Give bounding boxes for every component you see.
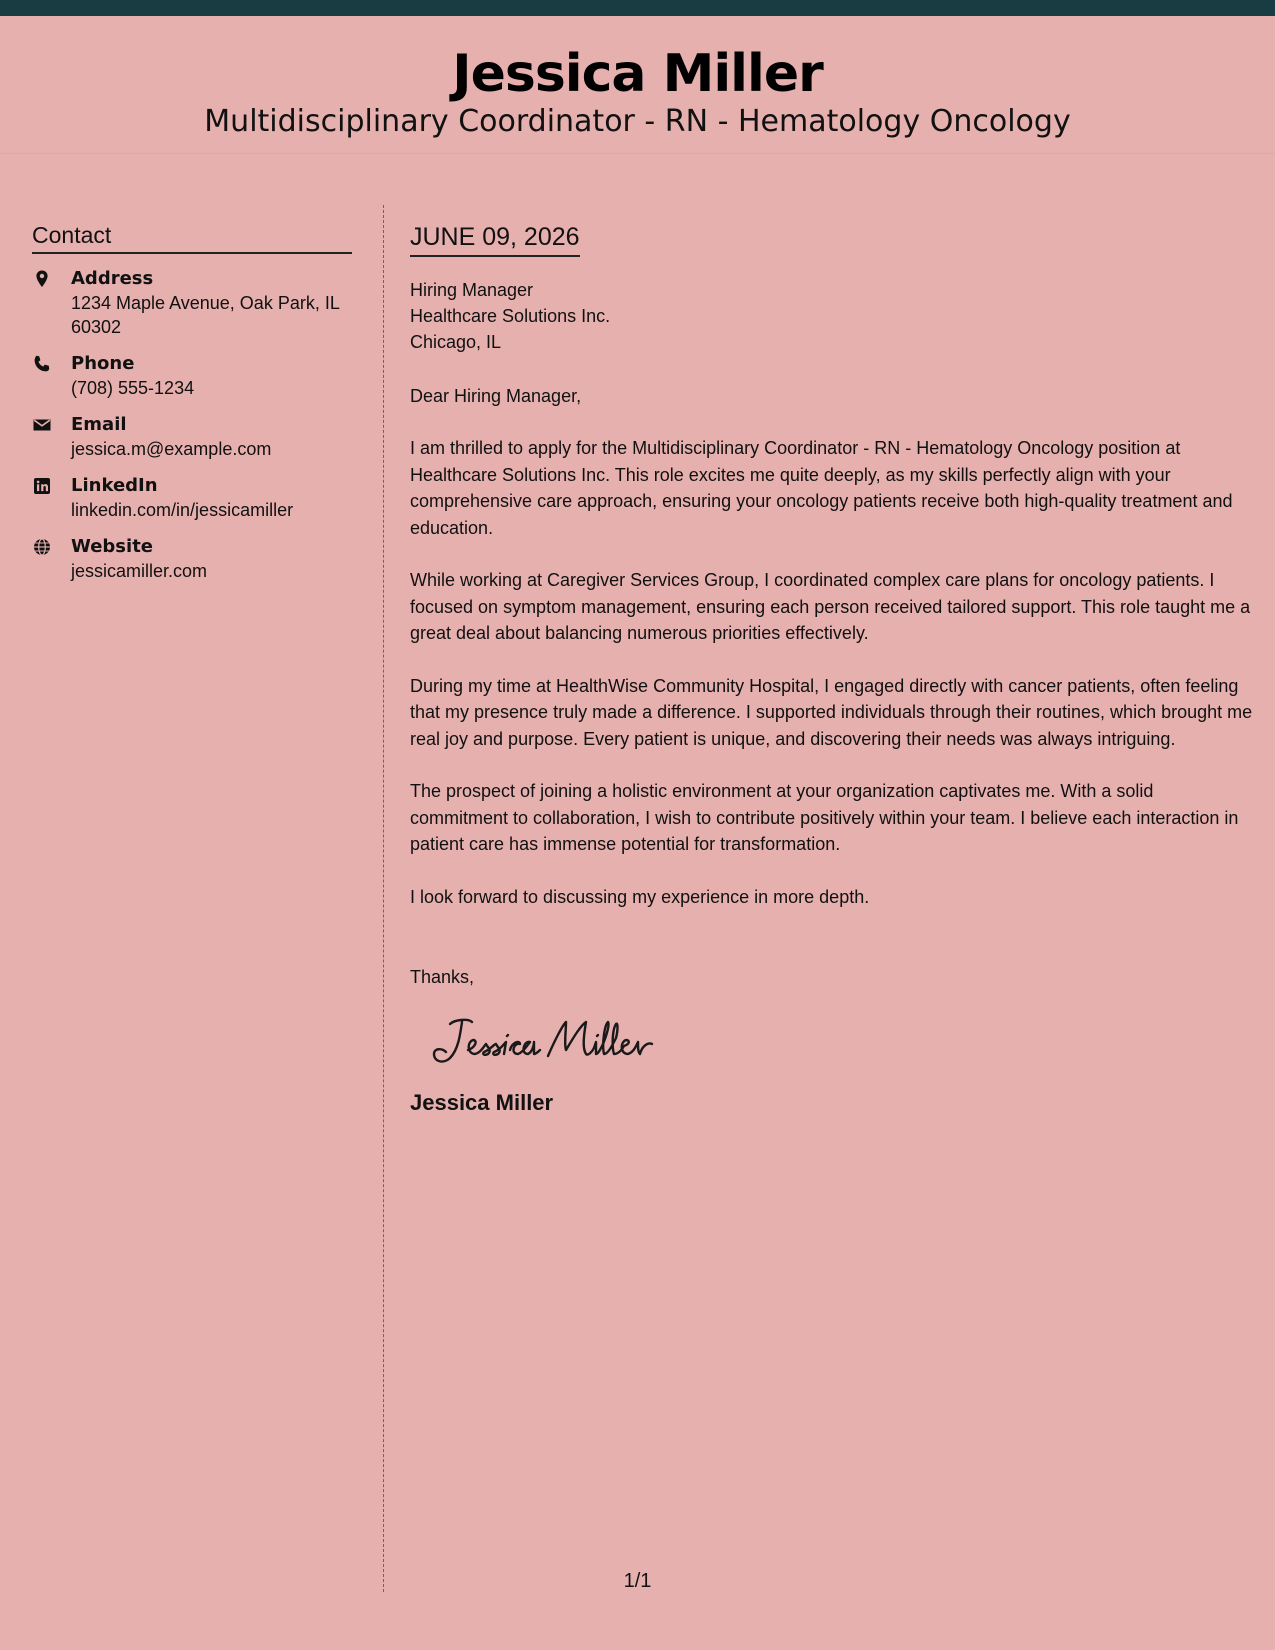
body-paragraph: The prospect of joining a holistic environment at your organization captivates me. With a solid commitment to collaboration, I wish to contribute positively within your team. I believe each interaction in patient care has immense potential for transformation. [410, 781, 1239, 854]
contact-item-phone [32, 352, 352, 400]
contact-item-address [32, 267, 352, 339]
top-accent-bar [0, 0, 1275, 16]
column-divider [383, 205, 384, 1592]
contact-value[interactable]: jessicamiller.com [71, 561, 208, 581]
phone-icon [32, 354, 52, 374]
contact-value: (708) 555-1234 [71, 378, 195, 398]
recipient-line: Hiring Manager [410, 280, 534, 300]
contact-value[interactable]: linkedin.com/in/jessicamiller [71, 500, 294, 520]
contact-label: Email [71, 414, 127, 435]
job-title: Multidisciplinary Coordinator - RN - Hematology Oncology [204, 104, 1071, 139]
contact-item-website [32, 535, 352, 583]
recipient-line: Chicago, IL [410, 332, 502, 352]
contact-label: Website [71, 536, 154, 557]
map-pin-icon [32, 269, 52, 289]
envelope-icon [32, 415, 52, 435]
contact-value[interactable]: jessica.m@example.com [71, 439, 272, 459]
contact-heading: Contact [32, 220, 352, 254]
contact-item-linkedin [32, 474, 352, 522]
body-paragraph: I am thrilled to apply for the Multidisciplinary Coordinator - RN - Hematology Oncology position at Healthcare Solutions Inc. This role excites me quite deeply, as my skills perfectly align with your comprehensive care approach, ensuring your oncology patients receive both high-quality treatment and education. [410, 438, 1233, 538]
contact-item-email [32, 413, 352, 461]
recipient-line: Healthcare Solutions Inc. [410, 306, 611, 326]
handwritten-signature [424, 1012, 664, 1072]
body-paragraph: During my time at HealthWise Community Hospital, I engaged directly with cancer patients, often feeling that my presence truly made a difference. I supported individuals through their routines, which brought me real joy and purpose. Every patient is unique, and discovering their needs was always intriguing. [410, 675, 1253, 749]
letter-header [0, 16, 1275, 154]
applicant-name: Jessica Miller [452, 44, 823, 104]
contact-value: 1234 Maple Avenue, Oak Park, IL 60302 [71, 293, 340, 337]
signer-name: Jessica Miller [410, 1090, 554, 1115]
recipient-block [410, 277, 1255, 355]
closing: Thanks, [410, 967, 475, 987]
body-paragraph: While working at Caregiver Services Group, I coordinated complex care plans for oncology patients. I focused on symptom management, ensuring each person received tailored support. This role taught me a great deal about balancing numerous priorities effectively. [410, 570, 1251, 643]
contact-label: Address [71, 268, 154, 289]
contact-label: Phone [71, 353, 135, 374]
salutation: Dear Hiring Manager, [410, 386, 582, 406]
contact-label: LinkedIn [71, 475, 158, 496]
contact-sidebar [32, 220, 352, 583]
letter-date: JUNE 09, 2026 [410, 223, 580, 251]
globe-icon [32, 537, 52, 557]
date-block [410, 222, 580, 257]
body-paragraph: I look forward to discussing my experience in more depth. [410, 886, 870, 907]
letter-body [410, 222, 1255, 1117]
page-number: 1/1 [623, 1570, 652, 1592]
linkedin-icon [32, 476, 52, 496]
